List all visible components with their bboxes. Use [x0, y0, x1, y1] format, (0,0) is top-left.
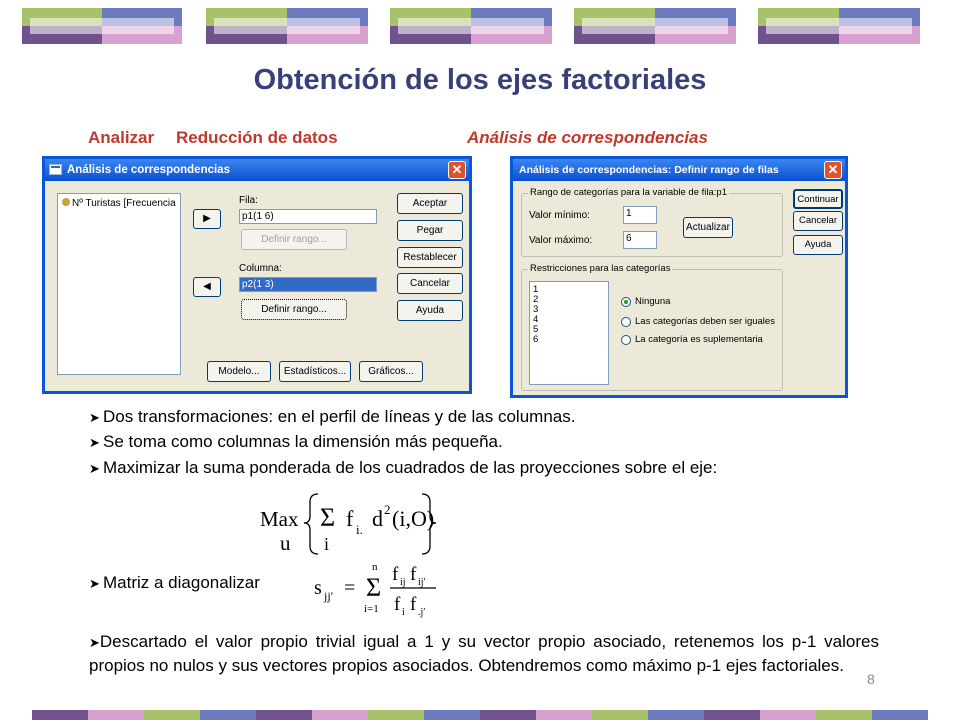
column-label: Columna:: [239, 263, 282, 274]
maximize-formula: [254, 490, 454, 556]
sum-lower-limit: i=1: [364, 603, 379, 615]
bottom-stripe-band: [0, 710, 960, 720]
variable-icon: [62, 198, 70, 206]
close-button[interactable]: ✕: [448, 161, 466, 179]
equals-sign: =: [344, 577, 356, 599]
numerator-f2: f: [410, 564, 417, 585]
denominator-f2: f: [410, 594, 417, 615]
f-symbol: f: [346, 506, 354, 531]
radio-supplementary[interactable]: [621, 335, 631, 345]
menu-path-analyze: Analizar: [88, 128, 155, 147]
category-list[interactable]: [529, 281, 609, 385]
stripe-highlight: [582, 18, 728, 34]
radio-supplementary-label: La categoría es suplementaria: [635, 334, 763, 345]
s-symbol: s: [314, 577, 322, 599]
stripe-segment: [480, 710, 536, 720]
denominator-sub2: .j′: [418, 607, 426, 618]
accept-button[interactable]: Aceptar: [397, 193, 463, 214]
cancel-button[interactable]: Cancelar: [793, 211, 843, 231]
app-icon: [49, 164, 62, 175]
sum-symbol: Σ: [320, 503, 336, 532]
help-button[interactable]: Ayuda: [397, 300, 463, 321]
stripe-segment: [592, 710, 648, 720]
list-item[interactable]: 5: [533, 324, 539, 335]
dialog-title: Análisis de correspondencias: [67, 164, 230, 176]
stripe-highlight: [766, 18, 912, 34]
bullet-marker-icon: ➤: [89, 410, 100, 425]
row-field[interactable]: p1(1 6): [239, 209, 377, 224]
graphs-button[interactable]: Gráficos...: [359, 361, 423, 382]
correspondence-dialog: [42, 156, 472, 394]
max-word: Max: [260, 507, 299, 531]
stripe-segment: [88, 710, 144, 720]
bullet-discard: ➤Descartado el valor propio trivial igual a 1 y su vector propio asociado, retenemos los p-1 valores propios no nulos y sus vectores propios asociados. Obtendremos como máximo p-1 ejes factoriales.: [89, 632, 879, 675]
move-to-row-button[interactable]: ▶: [193, 209, 221, 229]
list-item[interactable]: 4: [533, 314, 539, 325]
max-subscript: u: [280, 531, 291, 555]
variable-list[interactable]: [57, 193, 181, 375]
min-value-field[interactable]: 1: [623, 206, 657, 224]
radio-equal-label: Las categorías deben ser iguales: [635, 316, 775, 327]
max-value-label: Valor máximo:: [529, 235, 593, 246]
stripe-highlight: [398, 18, 544, 34]
stripe-segment: [536, 710, 592, 720]
d-arguments: (i,O): [392, 506, 435, 531]
row-label: Fila:: [239, 195, 258, 206]
stripe-highlight: [30, 18, 174, 34]
restrictions-group-title: Restricciones para las categorías: [530, 263, 671, 274]
menu-path-reduction: Reducción de datos: [176, 128, 338, 147]
stripe-segment: [32, 710, 88, 720]
radio-equal[interactable]: [621, 317, 631, 327]
bullet-marker-icon: ➤: [89, 576, 100, 591]
define-row-range-dialog: [510, 156, 848, 398]
numerator-f1: f: [392, 564, 399, 585]
stripe-segment: [200, 710, 256, 720]
list-item[interactable]: 2: [533, 294, 539, 305]
left-brace: [304, 494, 318, 554]
model-button[interactable]: Modelo...: [207, 361, 271, 382]
bullet-transformations: ➤ Dos transformaciones: en el perfil de líneas y de las columnas.: [89, 406, 575, 429]
radio-none[interactable]: [621, 297, 631, 307]
radio-none-label: Ninguna: [635, 296, 671, 307]
help-button[interactable]: Ayuda: [793, 235, 843, 255]
bullet-matrix: ➤ Matriz a diagonalizar: [89, 572, 260, 595]
continue-button[interactable]: Continuar: [793, 189, 843, 209]
dialog-titlebar[interactable]: [45, 159, 469, 181]
stripe-segment: [424, 710, 480, 720]
denominator-sub1: i: [402, 607, 405, 618]
sum-symbol: Σ: [366, 573, 382, 602]
bullet-columns: ➤ Se toma como columnas la dimensión más pequeña.: [89, 431, 503, 454]
sum-upper-limit: n: [372, 561, 378, 573]
paste-button[interactable]: Pegar: [397, 220, 463, 241]
menu-path-correspondence: Análisis de correspondencias: [467, 128, 708, 147]
define-row-range-button[interactable]: Definir rango...: [241, 229, 347, 250]
statistics-button[interactable]: Estadísticos...: [279, 361, 351, 382]
column-field[interactable]: p2(1 3): [239, 277, 377, 292]
s-subscript: jj′: [324, 589, 334, 603]
move-to-column-button[interactable]: ◀: [193, 277, 221, 297]
d-superscript: 2: [384, 502, 391, 517]
close-button[interactable]: ✕: [824, 161, 842, 179]
f-subscript: i.: [356, 522, 363, 537]
list-item[interactable]: Nº Turistas [Frecuencia: [62, 198, 176, 209]
define-column-range-button[interactable]: Definir rango...: [241, 299, 347, 320]
stripe-segment: [648, 710, 704, 720]
denominator-f1: f: [394, 594, 401, 615]
bullet-marker-icon: ➤: [89, 461, 100, 476]
min-value-label: Valor mínimo:: [529, 210, 590, 221]
list-item[interactable]: 6: [533, 334, 539, 345]
stripe-segment: [704, 710, 760, 720]
numerator-sub1: ij: [400, 577, 406, 588]
reset-button[interactable]: Restablecer: [397, 247, 463, 268]
bullet-marker-icon: ➤: [89, 435, 100, 450]
range-group-title: Rango de categorías para la variable de fila:p1: [530, 187, 727, 198]
stripe-segment: [760, 710, 816, 720]
max-value-field[interactable]: 6: [623, 231, 657, 249]
list-item[interactable]: 1: [533, 284, 539, 295]
dialog-title: Análisis de correspondencias: Definir rango de filas: [519, 164, 779, 176]
matrix-formula: [312, 556, 452, 618]
d-symbol: d: [372, 506, 383, 531]
stripe-segment: [872, 710, 928, 720]
stripe-segment: [256, 710, 312, 720]
top-stripe-band: [0, 8, 960, 44]
page-number: 8: [867, 671, 875, 687]
numerator-sub2: ij′: [418, 577, 426, 588]
stripe-segment: [312, 710, 368, 720]
bullet-maximize: ➤ Maximizar la suma ponderada de los cuadrados de las proyecciones sobre el eje:: [89, 457, 717, 480]
stripe-highlight: [214, 18, 360, 34]
stripe-segment: [816, 710, 872, 720]
dialog-titlebar[interactable]: [513, 159, 845, 181]
stripe-segment: [368, 710, 424, 720]
bullet-marker-icon: ➤: [89, 635, 100, 650]
update-button[interactable]: Actualizar: [683, 217, 733, 238]
list-item[interactable]: 3: [533, 304, 539, 315]
stripe-segment: [144, 710, 200, 720]
sum-subscript: i: [324, 534, 330, 554]
cancel-button[interactable]: Cancelar: [397, 273, 463, 294]
slide-title: Obtención de los ejes factoriales: [253, 64, 707, 96]
